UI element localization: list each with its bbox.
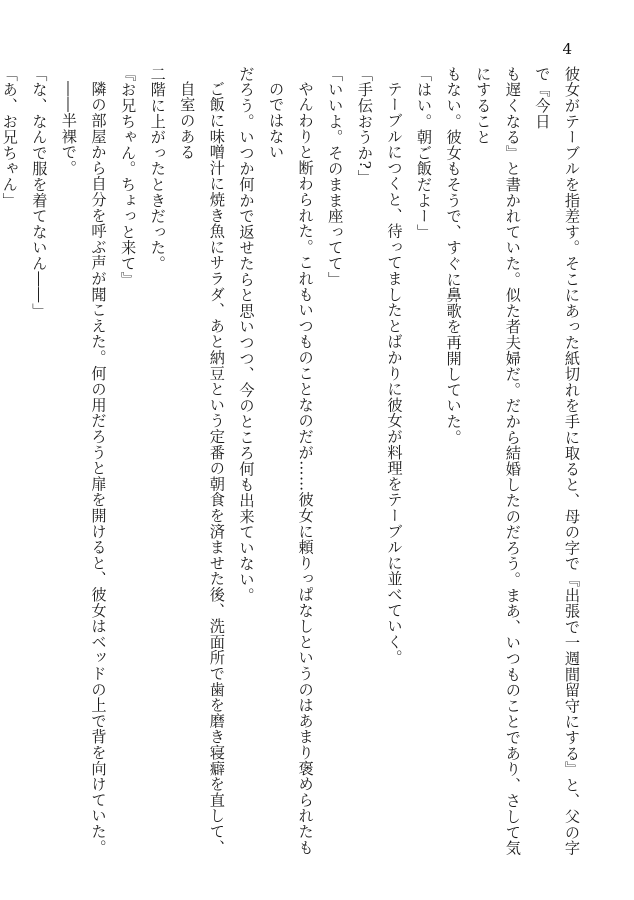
vertical-text-body bbox=[0, 66, 586, 856]
dialogue-line: 「あ、お兄ちゃん」 bbox=[0, 66, 19, 209]
dialogue-line: 「いいよ。そのまま座ってて」 bbox=[326, 66, 345, 288]
dialogue-line: 「はい。朝ご飯だよー」 bbox=[415, 66, 434, 240]
text-line: ご飯に味噌汁に焼き魚にサラダ、あと納豆という定番の朝食を済ませた後、洗面所で歯を磨き寝癖を直して、自室のある bbox=[178, 81, 226, 856]
text-line: 二階に上がったときだった。 bbox=[148, 66, 167, 272]
text-line: も遅くなる』と書かれていた。似た者夫婦だ。だから結婚したのだろう。まあ、いつものことであり、さして気にすること bbox=[474, 66, 522, 856]
text-line: 隣の部屋から自分を呼ぶ声が聞こえた。何の用だろうと扉を開けると、彼女はベッドの上で背を向けていた。――半裸で。 bbox=[59, 81, 108, 856]
text-line: もない。彼女もそうで、すぐに鼻歌を再開していた。 bbox=[444, 66, 463, 446]
dialogue-line: 『お兄ちゃん。ちょっと来て』 bbox=[119, 66, 138, 288]
text-line: 彼女がテーブルを指差す。そこにあった紙切れを手に取ると、母の字で『出張で一週間留守にする』と、父の字で『今日 bbox=[533, 66, 581, 856]
text-line: テーブルにつくと、待ってましたとばかりに彼女が料理をテーブルに並べていく。 bbox=[385, 81, 404, 666]
dialogue-line: 「手伝おうか?」 bbox=[355, 66, 374, 186]
text-line: だろう。いつか何かで返せたらと思いつつ、今のところ何も出来ていない。 bbox=[237, 66, 256, 604]
text-line: やんわりと断わられた。これもいつものことなのだが……彼女に頼りっぱなしというのはあまり褒められたものではない bbox=[267, 81, 315, 856]
dialogue-line: 「な、なんで服を着てないん――」 bbox=[30, 66, 49, 319]
page-number: 4 bbox=[562, 40, 572, 58]
